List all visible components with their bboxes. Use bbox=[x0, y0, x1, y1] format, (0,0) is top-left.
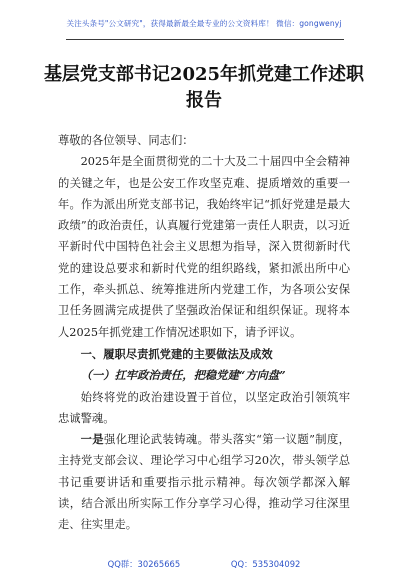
subsection-heading-1: （一）扛牢政治责任，把稳党建“方向盘” bbox=[80, 368, 286, 383]
footer-qq: QQ：535304092 bbox=[230, 559, 301, 569]
paragraph-political-building: 始终将党的政治建设置于首位，以坚定政治引领筑牢忠诚警魂。 bbox=[58, 390, 350, 425]
intro-paragraph: 2025年是全面贯彻党的二十大及二十届四中全会精神的关键之年，也是公安工作攻坚克难、提质增效的重要一年。作为派出所党支部书记，我始终牢记“抓好党建是最大政绩”的政治责任，认真履行党建第一责任人职责，以习近平新时代中国特色社会主义思想为指导，深入贯彻新时代党的建设总要求和新时代党的组织路线，紧扣派出所中心工作，牵头抓总、统筹推进所内党建工作，为各项公安保卫任务圆满完成提供了坚强政治保证和组织保证。现将本人2025年抓党建工作情况述职如下，请予评议。 bbox=[58, 155, 350, 339]
salutation: 尊敬的各位领导、同志们： bbox=[58, 134, 194, 147]
paragraph-lead: 一是 bbox=[80, 432, 104, 447]
document-title bbox=[0, 62, 408, 114]
paragraph-theory-study bbox=[58, 429, 350, 535]
title-line-2: 报告 bbox=[186, 90, 222, 111]
section-heading-1: 一、履职尽责抓党建的主要做法及成效 bbox=[80, 346, 273, 361]
footer-contact bbox=[0, 558, 408, 570]
title-line-1: 基层党支部书记2025年抓党建工作述职 bbox=[43, 64, 365, 85]
footer-qq-group: QQ群：30265665 bbox=[107, 559, 181, 569]
header-divider bbox=[66, 39, 344, 40]
document-body bbox=[58, 130, 350, 536]
paragraph-body: 强化理论武装铸魂。带头落实“第一议题”制度，主持党支部会议、理论学习中心组学习20次，带头领学总书记重要讲话和重要指示批示精神。每次领学都深入解读，结合派出所实际工作分享学习心得，推动学习往深里走、往实里走。 bbox=[58, 433, 350, 532]
header-promo-text: 关注头条号"公文研究"，获得最新最全最专业的公文资料库！ 微信：gongwenyj bbox=[66, 19, 342, 28]
